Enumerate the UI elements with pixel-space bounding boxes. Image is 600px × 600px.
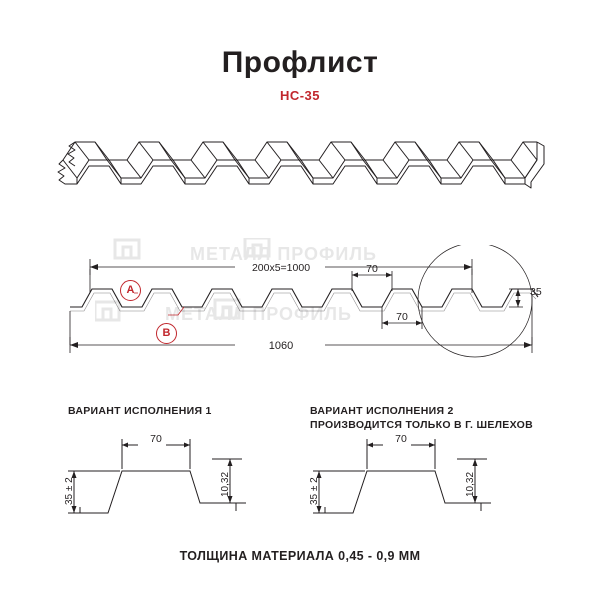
callout-a: A bbox=[120, 280, 141, 301]
model-subtitle: НС-35 bbox=[279, 88, 321, 103]
variant-1-height-label: 35 ± 2 bbox=[64, 477, 75, 505]
rib-pitch-bottom-label: 70 bbox=[396, 311, 408, 323]
variant-1-edge-label: 10,32 bbox=[220, 471, 231, 497]
watermark-text-2: МЕТАЛЛ ПРОФИЛЬ bbox=[165, 304, 352, 324]
watermark-text-1: МЕТАЛЛ ПРОФИЛЬ bbox=[190, 244, 377, 264]
variant-2-edge-label: 10,32 bbox=[465, 471, 476, 497]
page-title: Профлист bbox=[221, 46, 379, 79]
variant-1-drawing bbox=[60, 425, 270, 530]
variant-2-drawing bbox=[305, 425, 515, 530]
variant-2-title-text: ВАРИАНТ ИСПОЛНЕНИЯ 2 bbox=[310, 405, 454, 417]
rib-pitch-top-label: 70 bbox=[366, 263, 378, 275]
isometric-sheet-illustration bbox=[55, 120, 545, 220]
cross-section-drawing bbox=[60, 245, 550, 370]
height-label: 35 bbox=[530, 286, 542, 298]
variant-2-width-label: 70 bbox=[395, 433, 407, 445]
material-thickness-note: ТОЛЩИНА МАТЕРИАЛА 0,45 - 0,9 ММ bbox=[179, 549, 421, 563]
variant-2-note: ПРОИЗВОДИТСЯ ТОЛЬКО В Г. ШЕЛЕХОВ bbox=[310, 419, 533, 431]
callout-b: B bbox=[156, 323, 177, 344]
variant-1-title: ВАРИАНТ ИСПОЛНЕНИЯ 1 bbox=[68, 405, 212, 417]
bottom-dimension-label: 1060 bbox=[268, 340, 294, 352]
variant-1-width-label: 70 bbox=[150, 433, 162, 445]
top-dimension-label: 200х5=1000 bbox=[251, 262, 311, 274]
variant-2-height-label: 35 ± 2 bbox=[309, 477, 320, 505]
